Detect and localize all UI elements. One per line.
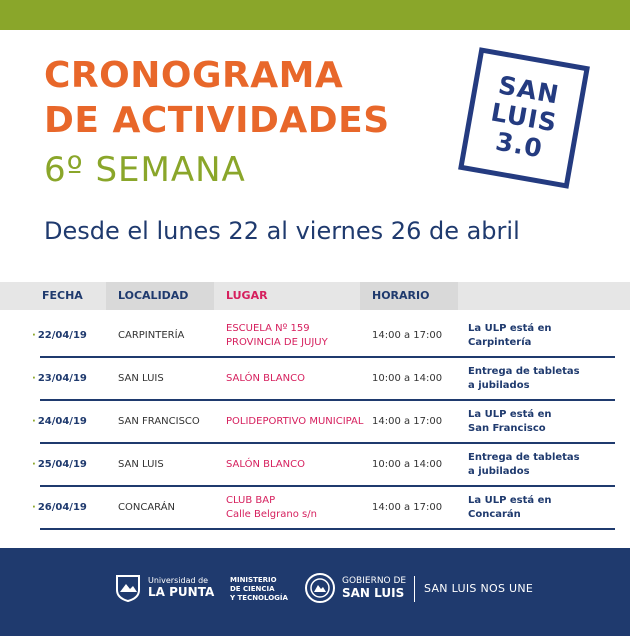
header-horario: HORARIO <box>360 282 458 310</box>
week-subtitle: 6º SEMANA <box>44 150 246 190</box>
cell-fecha: · 23/04/19 <box>32 372 87 384</box>
badge-line3: 3.0 <box>493 126 546 164</box>
cell-fecha: · 22/04/19 <box>32 329 87 341</box>
footer <box>0 548 630 636</box>
cell-fecha: · 26/04/19 <box>32 501 87 513</box>
bullet-icon: · <box>32 329 36 341</box>
bullet-icon: · <box>32 415 36 427</box>
ulp-logo <box>114 572 214 602</box>
cell-localidad: SAN LUIS <box>118 372 164 384</box>
ministerio-label: MINISTERIO DE CIENCIA Y TECNOLOGÍA <box>230 576 288 602</box>
cell-horario: 10:00 a 14:00 <box>372 458 443 470</box>
table-row <box>32 315 615 358</box>
cell-descripcion: La ULP está en San Francisco <box>468 408 552 434</box>
schedule-table <box>0 282 630 520</box>
ulp-small-label: Universidad de <box>148 575 209 585</box>
table-row <box>32 401 615 444</box>
cell-lugar: POLIDEPORTIVO MUNICIPAL <box>226 415 364 427</box>
bullet-icon: · <box>32 501 36 513</box>
table-header <box>0 282 630 310</box>
badge-line2: LUIS <box>488 97 560 138</box>
bullet-icon: · <box>32 372 36 384</box>
header-fecha: FECHA <box>42 289 83 302</box>
cell-descripcion: La ULP está en Concarán <box>468 494 552 520</box>
top-color-bar <box>0 0 630 30</box>
seal-icon <box>304 572 336 604</box>
cell-lugar: ESCUELA Nº 159 PROVINCIA DE JUJUY <box>226 322 328 348</box>
table-body <box>0 315 630 530</box>
cell-localidad: CONCARÁN <box>118 501 176 513</box>
cell-lugar: SALÓN BLANCO <box>226 458 305 470</box>
cell-localidad: CARPINTERÍA <box>118 329 185 341</box>
cell-descripcion: Entrega de tabletas a jubilados <box>468 451 580 477</box>
cell-horario: 14:00 a 17:00 <box>372 329 443 341</box>
footer-divider <box>414 576 415 602</box>
cell-horario: 14:00 a 17:00 <box>372 501 443 513</box>
table-row <box>32 358 615 401</box>
page-title-line1: CRONOGRAMA <box>44 55 344 96</box>
cell-fecha: · 24/04/19 <box>32 415 87 427</box>
table-row <box>32 487 615 530</box>
san-luis-3-0-badge <box>458 47 590 189</box>
badge-line1: SAN <box>496 70 562 110</box>
cell-localidad: SAN FRANCISCO <box>118 415 200 427</box>
cell-descripcion: La ULP está en Carpintería <box>468 322 552 348</box>
header-localidad: LOCALIDAD <box>106 282 214 310</box>
cell-horario: 10:00 a 14:00 <box>372 372 443 384</box>
bullet-icon: · <box>32 458 36 470</box>
gobierno-logo <box>304 572 406 604</box>
ulp-big-label: LA PUNTA <box>148 584 215 599</box>
cell-lugar: CLUB BAP Calle Belgrano s/n <box>226 494 317 520</box>
cell-fecha: · 25/04/19 <box>32 458 87 470</box>
cell-localidad: SAN LUIS <box>118 458 164 470</box>
slogan: SAN LUIS NOS UNE <box>424 582 534 595</box>
table-row <box>32 444 615 487</box>
gobierno-big-label: SAN LUIS <box>342 586 405 600</box>
gobierno-small-label: GOBIERNO DE <box>342 576 407 586</box>
cell-horario: 14:00 a 17:00 <box>372 415 443 427</box>
cell-lugar: SALÓN BLANCO <box>226 372 305 384</box>
cell-descripcion: Entrega de tabletas a jubilados <box>468 365 580 391</box>
mountain-icon <box>114 572 142 602</box>
header-lugar: LUGAR <box>226 289 268 302</box>
page-title-line2: DE ACTIVIDADES <box>44 100 390 141</box>
date-range: Desde el lunes 22 al viernes 26 de abril <box>44 217 520 245</box>
